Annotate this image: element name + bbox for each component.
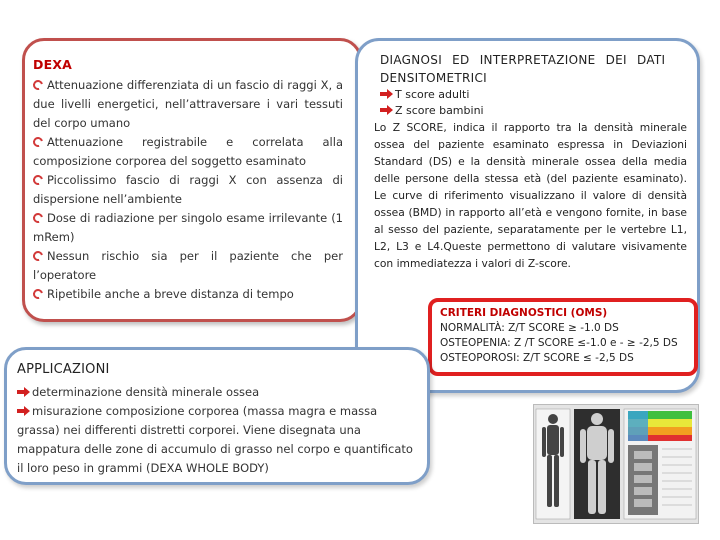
diagnosi-paragraph: Lo Z SCORE, indica il rapporto tra la densità minerale ossea del paziente esaminato espressa in Deviazioni Standard (DS) e la densità minerale ossea della media delle persone della stessa età (del paziente esaminato). Le curve di riferimento visualizzano il valore di densità ossea (BMD) in rapporto all’età e vengono fornite, in base al sesso del paziente, separatamente per le vertebre L1, L2, L3 e L4.Queste permettono di valutare visivamente con immediatezza i valori di Z-score. xyxy=(374,121,687,270)
swirl-bullet-icon xyxy=(31,78,45,92)
dexa-list-item xyxy=(33,171,343,209)
criteri-line: OSTEOPOROSI: Z/T SCORE ≤ -2,5 DS xyxy=(440,352,634,364)
applicazioni-list-item xyxy=(17,402,413,478)
dexa-scan-image xyxy=(533,404,699,524)
red-arrow-icon xyxy=(380,89,393,99)
criteri-line: NORMALITÀ: Z/T SCORE ≥ -1.0 DS xyxy=(440,322,619,334)
dexa-list-item xyxy=(33,285,343,304)
swirl-bullet-icon xyxy=(31,249,45,263)
swirl-bullet-icon xyxy=(31,135,45,149)
dexa-list-item-text: Dose di radiazione per singolo esame irrilevante (1 mRem) xyxy=(33,211,343,244)
dexa-list xyxy=(33,76,343,304)
red-arrow-icon xyxy=(17,406,30,416)
dexa-list-item-text: Attenuazione registrabile e correlata alla composizione corporea del soggetto esaminato xyxy=(33,135,343,168)
dexa-list-item xyxy=(33,76,343,133)
criteri-title: CRITERI DIAGNOSTICI (OMS) xyxy=(440,307,608,319)
diagnosi-title-line1: DIAGNOSI ED INTERPRETAZIONE DEI DATI xyxy=(380,53,666,67)
applicazioni-list xyxy=(17,383,413,478)
dexa-list-item xyxy=(33,247,343,285)
applicazioni-panel xyxy=(4,347,430,485)
applicazioni-title: APPLICAZIONI xyxy=(17,362,110,377)
dexa-list-item-text: Ripetibile anche a breve distanza di tempo xyxy=(47,287,294,301)
dexa-list-item-text: Nessun rischio sia per il paziente che per l’operatore xyxy=(33,249,343,282)
applicazioni-list-item xyxy=(17,383,413,402)
dexa-scan-graphic xyxy=(534,405,698,523)
dexa-list-item-text: Attenuazione differenziata di un fascio di raggi X, a due livelli energetici, nell’attraversare i vari tessuti del corpo umano xyxy=(33,78,343,130)
applicazioni-list-item-text: determinazione densità minerale ossea xyxy=(32,385,260,399)
applicazioni-list-item-text: misurazione composizione corporea (massa magra e massa grassa) nei differenti distretti corporei. Viene disegnata una mappatura delle zone di accumulo di grasso nel corpo e quantificato il loro peso in grammi (DEXA WHOLE BODY) xyxy=(17,404,413,475)
dexa-title: DEXA xyxy=(33,57,73,72)
diagnosi-list-item-text: T score adulti xyxy=(395,88,470,101)
diagnosi-title-line2: DENSITOMETRICI xyxy=(380,71,487,85)
swirl-bullet-icon xyxy=(31,211,45,225)
dexa-panel xyxy=(22,38,362,322)
dexa-list-item-text: Piccolissimo fascio di raggi X con assenza di dispersione nell’ambiente xyxy=(33,173,343,206)
swirl-bullet-icon xyxy=(31,287,45,301)
criteri-line: OSTEOPENIA: Z /T SCORE ≤-1.0 e - ≥ -2,5 DS xyxy=(440,337,678,349)
swirl-bullet-icon xyxy=(31,173,45,187)
diagnosi-list xyxy=(380,87,687,119)
diagnosi-list-item-text: Z score bambini xyxy=(395,104,484,117)
red-arrow-icon xyxy=(380,105,393,115)
dexa-list-item xyxy=(33,209,343,247)
criteri-panel xyxy=(428,298,698,376)
dexa-list-item xyxy=(33,133,343,171)
criteri-list xyxy=(440,321,688,366)
diagnosi-list-item xyxy=(380,103,687,119)
diagnosi-title xyxy=(380,51,687,87)
diagnosi-list-item xyxy=(380,87,687,103)
red-arrow-icon xyxy=(17,387,30,397)
